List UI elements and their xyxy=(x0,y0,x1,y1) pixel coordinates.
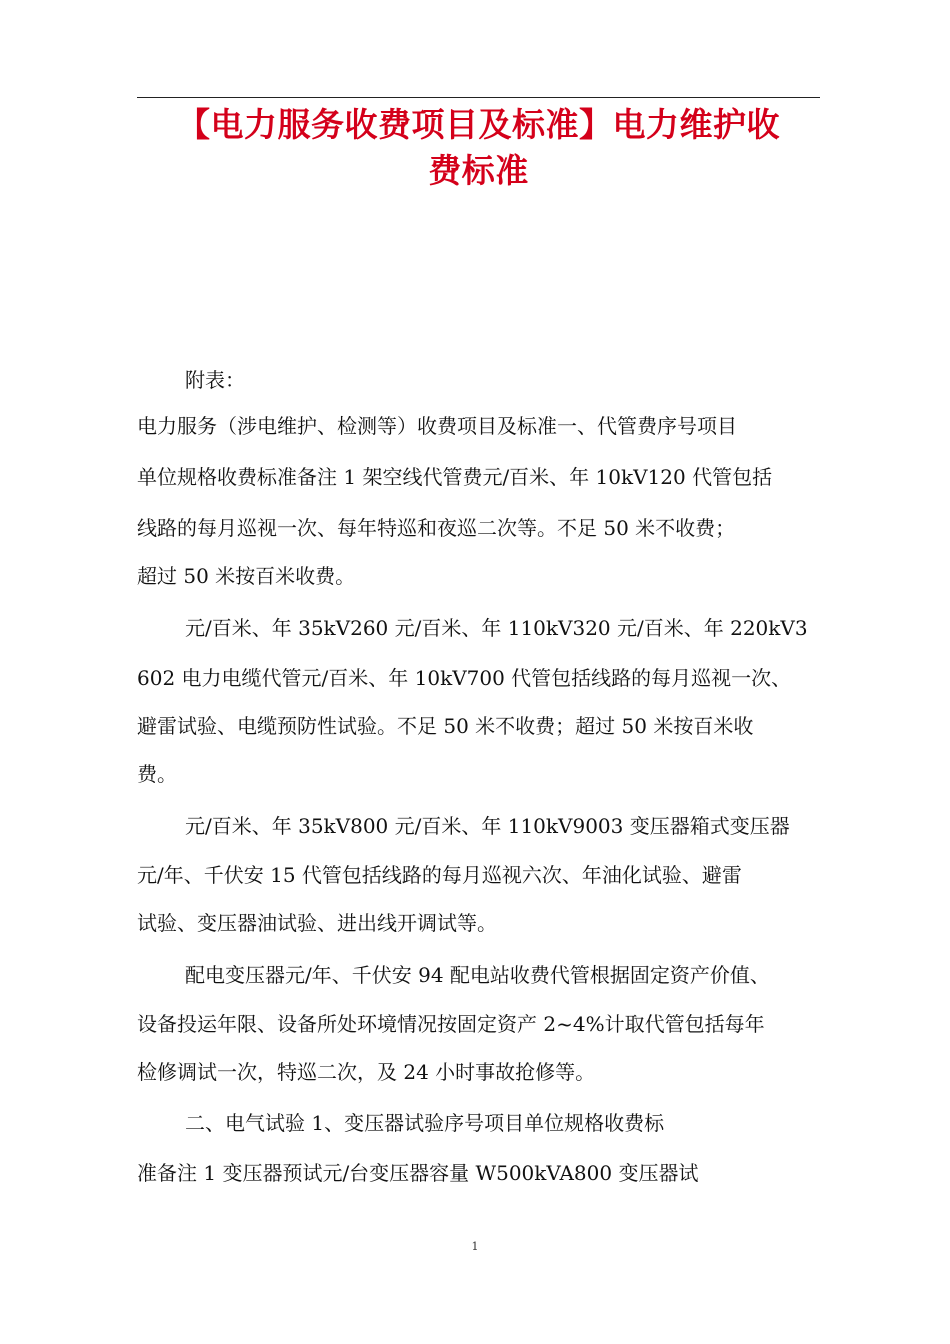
title-line-2: 费标准 xyxy=(428,151,529,190)
text-line: 附表： xyxy=(185,368,245,392)
text-line: 线路的每月巡视一次、每年特巡和夜巡二次等。不足 50 米不收费； xyxy=(137,516,736,540)
page-number: 1 xyxy=(471,1240,479,1253)
text-line: 超过 50 米按百米收费。 xyxy=(137,564,356,588)
text-line: 费。 xyxy=(137,762,177,786)
text-line: 检修调试一次，特巡二次，及 24 小时事故抢修等。 xyxy=(137,1060,596,1084)
document-title xyxy=(137,102,820,194)
text-line: 避雷试验、电缆预防性试验。不足 50 米不收费；超过 50 米按百米收 xyxy=(137,714,754,738)
header-rule xyxy=(137,97,820,98)
text-line: 电力服务（涉电维护、检测等）收费项目及标准一、代管费序号项目 xyxy=(137,414,737,438)
text-line: 配电变压器元/年、千伏安 94 配电站收费代管根据固定资产价值、 xyxy=(185,963,770,987)
title-line-1: 【电力服务收费项目及标准】电力维护收 xyxy=(177,105,780,144)
text-line: 设备投运年限、设备所处环境情况按固定资产 2~4%计取代管包括每年 xyxy=(137,1012,765,1036)
text-line: 元/百米、年 35kV800 元/百米、年 110kV9003 变压器箱式变压器 xyxy=(185,814,790,838)
text-line: 单位规格收费标准备注 1 架空线代管费元/百米、年 10kV120 代管包括 xyxy=(137,465,773,489)
text-line: 准备注 1 变压器预试元/台变压器容量 W500kVA800 变压器试 xyxy=(137,1161,699,1185)
text-line: 二、电气试验 1、变压器试验序号项目单位规格收费标 xyxy=(185,1111,665,1135)
text-line: 元/年、千伏安 15 代管包括线路的每月巡视六次、年油化试验、避雷 xyxy=(137,863,742,887)
text-line: 元/百米、年 35kV260 元/百米、年 110kV320 元/百米、年 220kV3 xyxy=(185,616,808,640)
text-line: 602 电力电缆代管元/百米、年 10kV700 代管包括线路的每月巡视一次、 xyxy=(137,666,792,690)
text-line: 试验、变压器油试验、进出线开调试等。 xyxy=(137,911,497,935)
